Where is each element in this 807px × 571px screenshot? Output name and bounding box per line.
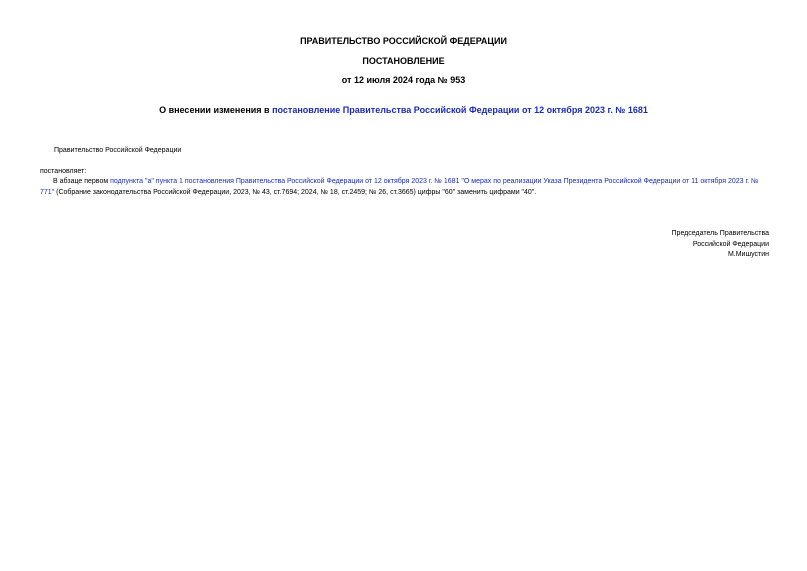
paragraph-link-subpoint[interactable]: подпункта "а" пункта 1 постановления Правительства Российской Федерации от 12 октября 2023 г. № 1681 "О мерах по реализации Указа Президента Российской Федерации от 11 октября 2023 г. № 771" [40,178,759,196]
paragraph-start: В абзаце первом [53,178,111,185]
signature-block [672,229,769,261]
government-heading: ПРАВИТЕЛЬСТВО РОССИЙСКОЙ ФЕДЕРАЦИИ [300,36,507,46]
decree-text: постановляет: [40,168,87,175]
document-title [0,105,807,116]
title-link-resolution-1681[interactable]: постановление Правительства Российской Федерации от 12 октября 2023 г. № 1681 [272,105,648,115]
title-prefix: О внесении изменения в [159,105,273,115]
paragraph-end: (Собрание законодательства Российской Федерации, 2023, № 43, ст.7694; 2024, № 18, ст.2459; № 26, ст.3665) цифры "60" заменить цифрами "40". [54,189,537,196]
issuer-text: Правительство Российской Федерации [54,147,182,154]
signature-position-line2: Российской Федерации [692,240,769,248]
signature-name: М.Мишустин [727,251,769,258]
date-number-heading: от 12 июля 2024 года № 953 [341,75,466,85]
doc-type-heading: ПОСТАНОВЛЕНИЕ [362,56,445,66]
main-paragraph [40,176,770,198]
signature-position-line1: Председатель Правительства [671,230,769,237]
